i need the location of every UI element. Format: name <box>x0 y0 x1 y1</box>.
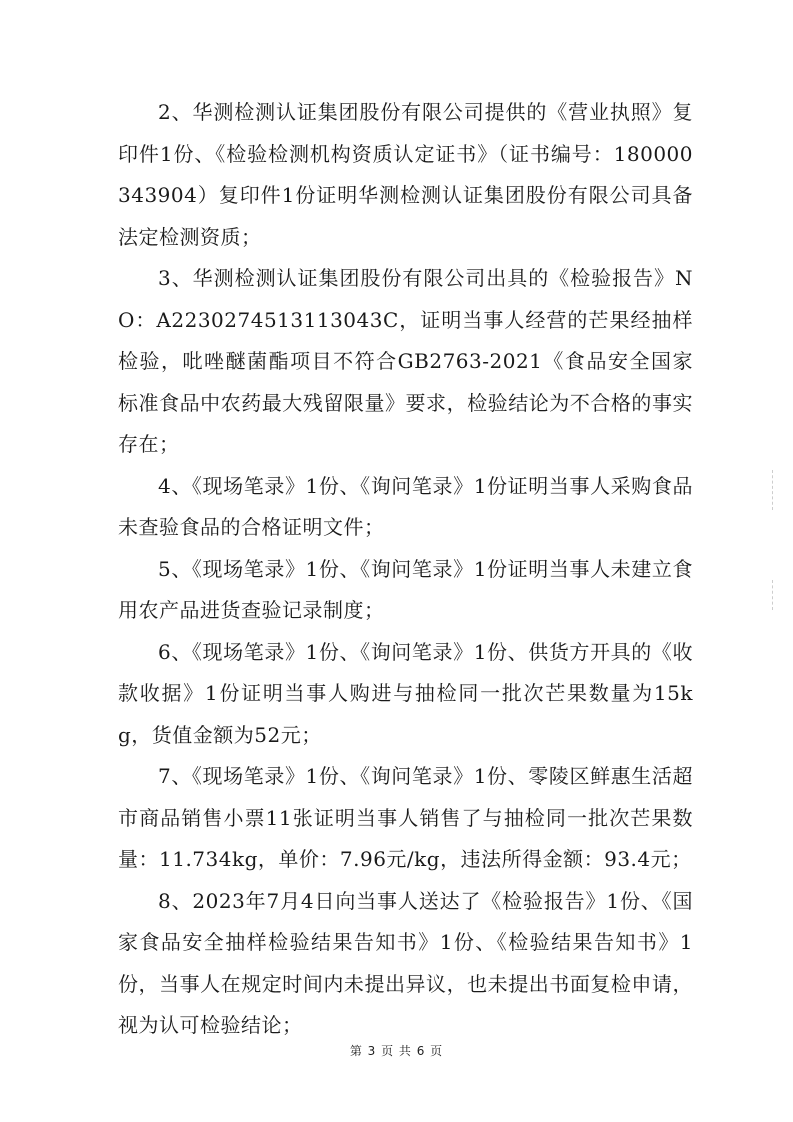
scan-artifact-mark <box>772 470 787 510</box>
evidence-item-3: 3、华测检测认证集团股份有限公司出具的《检验报告》NO：A2230274513113043C，证明当事人经营的芒果经抽样检验，吡唑醚菌酯项目不符合GB2763-2021《食品安全国家标准食品中农药最大残留限量》要求，检验结论为不合格的事实存在； <box>118 266 693 456</box>
evidence-item-5: 5、《现场笔录》1份、《询问笔录》1份证明当事人未建立食用农产品进货查验记录制度； <box>118 556 693 622</box>
document-body <box>118 92 693 1047</box>
page-number-footer: 第 3 页 共 6 页 <box>349 1044 444 1058</box>
evidence-item-6: 6、《现场笔录》1份、《询问笔录》1份、供货方开具的《收款收据》1份证明当事人购进与抽检同一批次芒果数量为15kg，货值金额为52元； <box>118 639 693 747</box>
evidence-item-4: 4、《现场笔录》1份、《询问笔录》1份证明当事人采购食品未查验食品的合格证明文件； <box>118 473 693 539</box>
evidence-item-2: 2、华测检测认证集团股份有限公司提供的《营业执照》复印件1份、《检验检测机构资质认定证书》（证书编号：180000343904）复印件1份证明华测检测认证集团股份有限公司具备法定检测资质； <box>118 100 693 249</box>
scan-artifact-mark <box>772 580 787 610</box>
evidence-item-7: 7、《现场笔录》1份、《询问笔录》1份、零陵区鲜惠生活超市商品销售小票11张证明当事人销售了与抽检同一批次芒果数量：11.734kg，单价：7.96元/kg，违法所得金额：93.4元； <box>118 764 693 871</box>
evidence-item-8: 8、2023年7月4日向当事人送达了《检验报告》1份、《国家食品安全抽样检验结果告知书》1份、《检验结果告知书》1份，当事人在规定时间内未提出异议，也未提出书面复检申请，视为认可检验结论； <box>118 888 693 1037</box>
